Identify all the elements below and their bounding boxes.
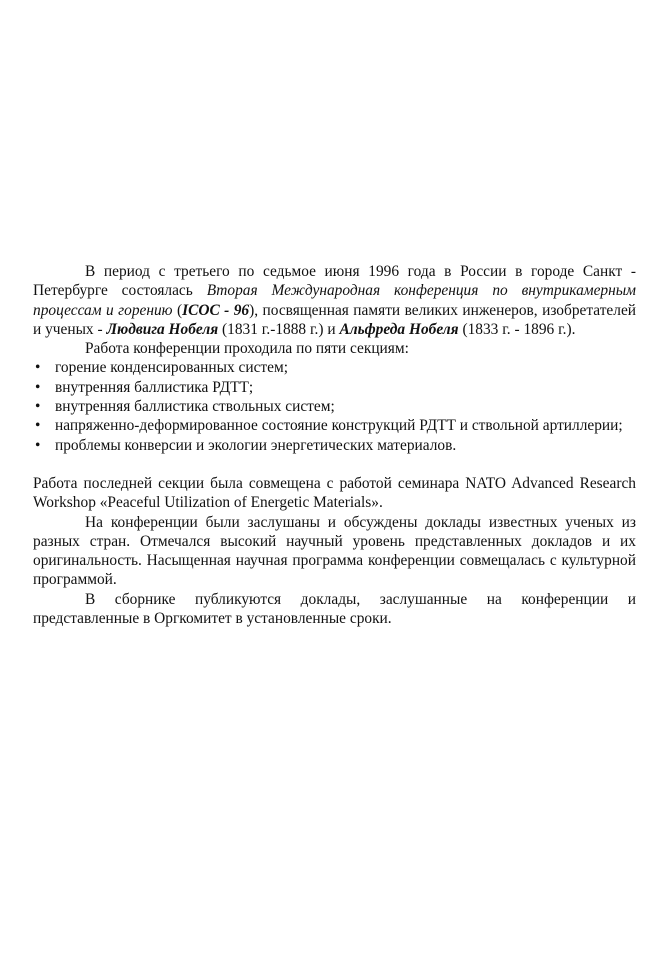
list-item [33,397,636,416]
section-text: горение конденсированных систем; [55,359,289,377]
bullet-icon: • [35,436,41,454]
bullet-icon: • [35,378,41,396]
intro-text-2: ( [172,301,183,319]
list-item [33,378,636,397]
list-item [33,416,636,435]
reports-paragraph: На конференции были заслушаны и обсуждены доклады известных ученых из разных стран. Отмечался высокий научный уровень представленных докладов и их оригинальность. Насыщенная научная программа конференции совмещалась с культурной программой. [33,513,636,589]
section-text: напряженно-деформированное состояние конструкций РДТТ и ствольной артиллерии; [55,417,623,435]
intro-text-5: (1833 г. - 1896 г.). [458,320,576,338]
intro-text-1: В период с третьего по седьмое июня 1996 года в России в городе Санкт - Петербурге состоялась [33,263,636,300]
intro-paragraph [33,262,636,339]
intro-text-4: (1831 г.-1888 г.) и [218,320,340,338]
section-text: внутренняя баллистика РДТТ; [55,378,254,396]
conference-name: Вторая Международная конференция по внутрикамерным процессам и горению [33,282,636,319]
bullet-icon: • [35,398,41,416]
conference-abbreviation: ICOC - 96 [182,301,250,319]
sections-list [33,358,636,454]
name-alfred-nobel: Альфреда Нобеля [339,320,459,338]
bullet-icon: • [35,417,41,435]
name-ludwig-nobel: Людвига Нобеля [106,320,219,338]
sections-intro: Работа конференции проходила по пяти секциям: [85,340,409,358]
nato-paragraph: Работа последней секции была совмещена с работой семинара NATO Advanced Research Workshop «Peaceful Utilization of Energetic Materials». [33,474,636,512]
section-text: внутренняя баллистика ствольных систем; [55,398,335,416]
body-text [33,262,636,628]
collection-paragraph: В сборнике публикуются доклады, заслушанные на конференции и представленные в Оргкомитет в установленные сроки. [33,590,636,628]
paragraph-gap [33,455,636,474]
intro-text-3: ), посвященная памяти великих инженеров, изобретателей и ученых - [33,301,637,338]
section-text: проблемы конверсии и экологии энергетических материалов. [55,436,457,454]
list-item [33,358,636,377]
list-item [33,436,636,455]
bullet-icon: • [35,359,41,377]
